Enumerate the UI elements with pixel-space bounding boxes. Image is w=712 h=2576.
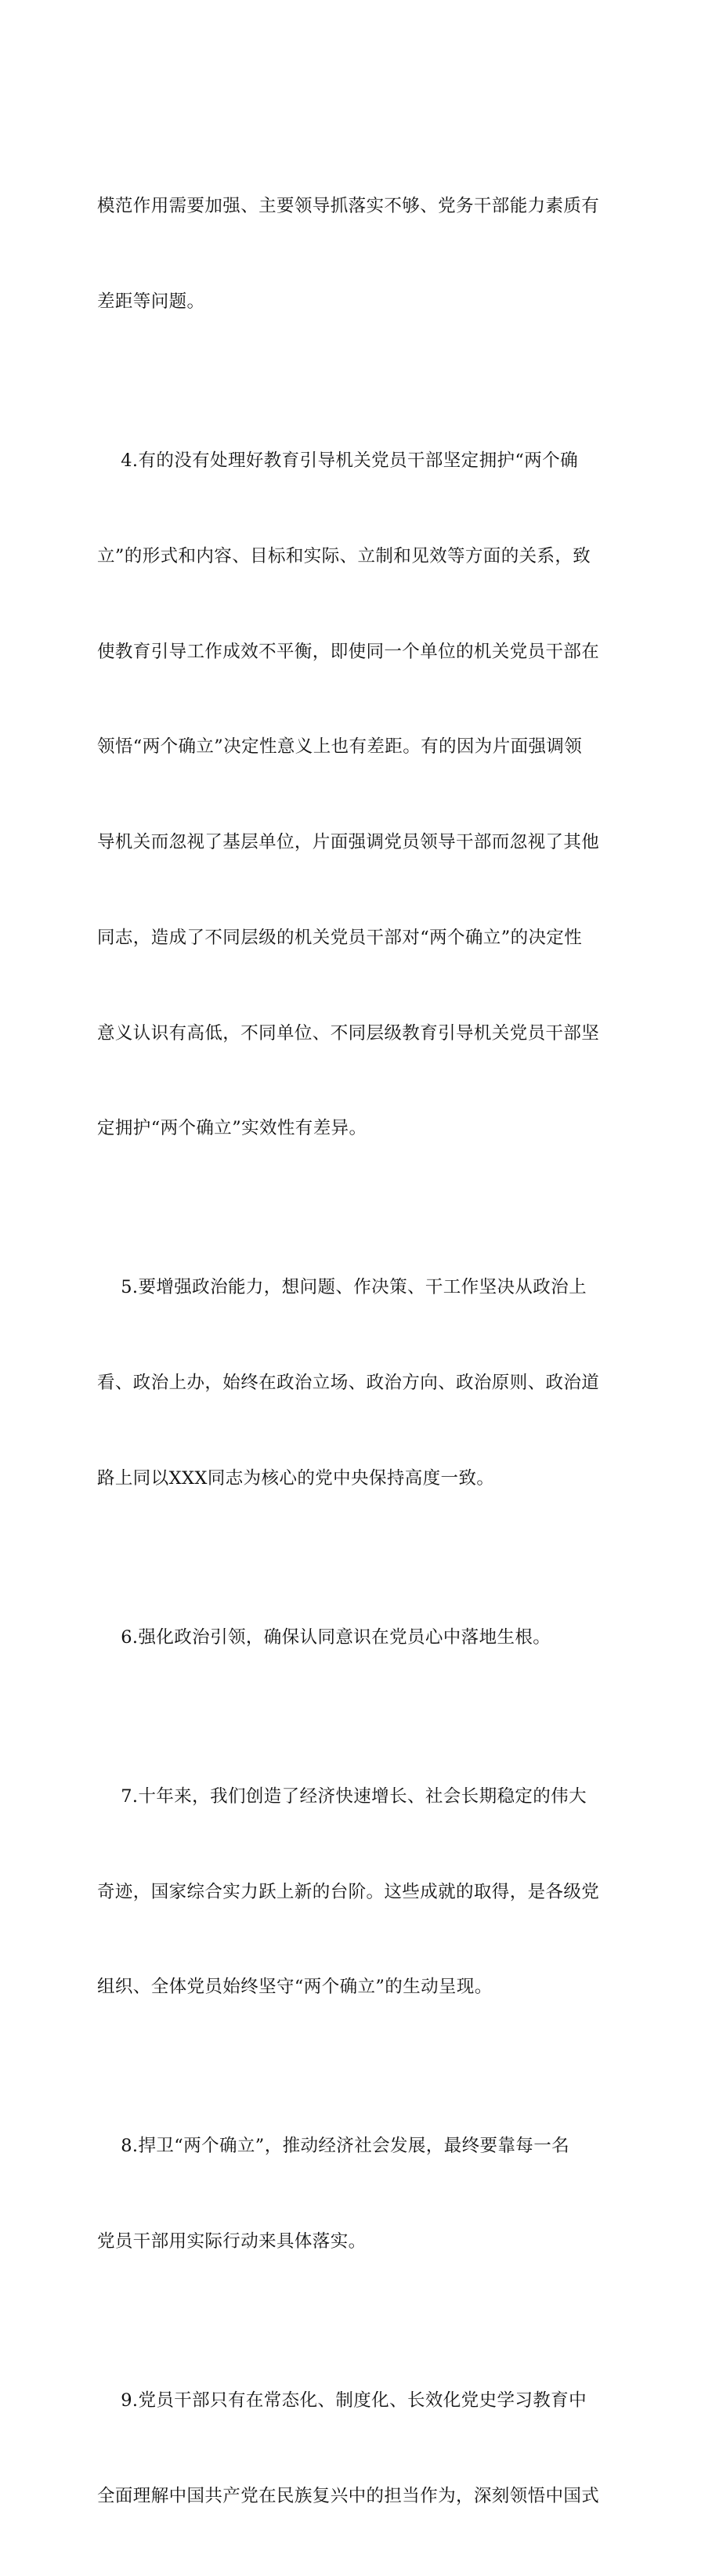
text-line: 6.强化政治引领，确保认同意识在党员心中落地生根。 <box>97 1626 551 1648</box>
paragraph-6 <box>97 1558 633 1717</box>
text-line: 全面理解中国共产党在民族复兴中的担当作为，深刻领悟中国式 <box>97 2485 600 2506</box>
text-line: 模范作用需要加强、主要领导抓落实不够、党务干部能力素质有 <box>97 196 600 217</box>
text-line: 党员干部用实际行动来具体落实。 <box>97 2231 367 2252</box>
paragraph-8 <box>97 2067 633 2321</box>
paragraph-5 <box>97 1208 633 1558</box>
text-line: 立”的形式和内容、目标和实际、立制和见效等方面的关系，致 <box>97 545 591 566</box>
paragraph-4 <box>97 382 633 1208</box>
text-line: 看、政治上办，始终在政治立场、政治方向、政治原则、政治道 <box>97 1373 600 1394</box>
text-line: 同志，造成了不同层级的机关党员干部对“两个确立”的决定性 <box>97 927 583 948</box>
text-line: 8.捍卫“两个确立”，推动经济社会发展，最终要靠每一名 <box>97 2136 569 2157</box>
text-line: 意义认识有高低，不同单位、不同层级教育引导机关党员干部坚 <box>97 1022 600 1044</box>
text-line: 使教育引导工作成效不平衡，即使同一个单位的机关党员干部在 <box>97 641 600 662</box>
paragraph-9 <box>97 2321 633 2576</box>
text-line: 差距等问题。 <box>97 291 205 312</box>
document-body <box>97 127 633 2576</box>
text-line: 7.十年来，我们创造了经济快速增长、社会长期稳定的伟大 <box>97 1785 587 1807</box>
text-line: 组织、全体党员始终坚守“两个确立”的生动呈现。 <box>97 1977 493 1998</box>
text-line: 4.有的没有处理好教育引导机关党员干部坚定拥护“两个确 <box>97 450 578 471</box>
text-line: 5.要增强政治能力，想问题、作决策、干工作坚决从政治上 <box>97 1277 587 1298</box>
text-line: 导机关而忽视了基层单位，片面强调党员领导干部而忽视了其他 <box>97 832 600 853</box>
text-line: 路上同以XXX同志为核心的党中央保持高度一致。 <box>97 1467 495 1489</box>
text-line: 9.党员干部只有在常态化、制度化、长效化党史学习教育中 <box>97 2390 587 2411</box>
text-line: 领悟“两个确立”决定性意义上也有差距。有的因为片面强调领 <box>97 736 583 758</box>
paragraph-1 <box>97 127 633 382</box>
text-line: 奇迹，国家综合实力跃上新的台阶。这些成就的取得，是各级党 <box>97 1881 600 1902</box>
paragraph-7 <box>97 1717 633 2068</box>
text-line: 定拥护“两个确立”实效性有差异。 <box>97 1118 367 1139</box>
